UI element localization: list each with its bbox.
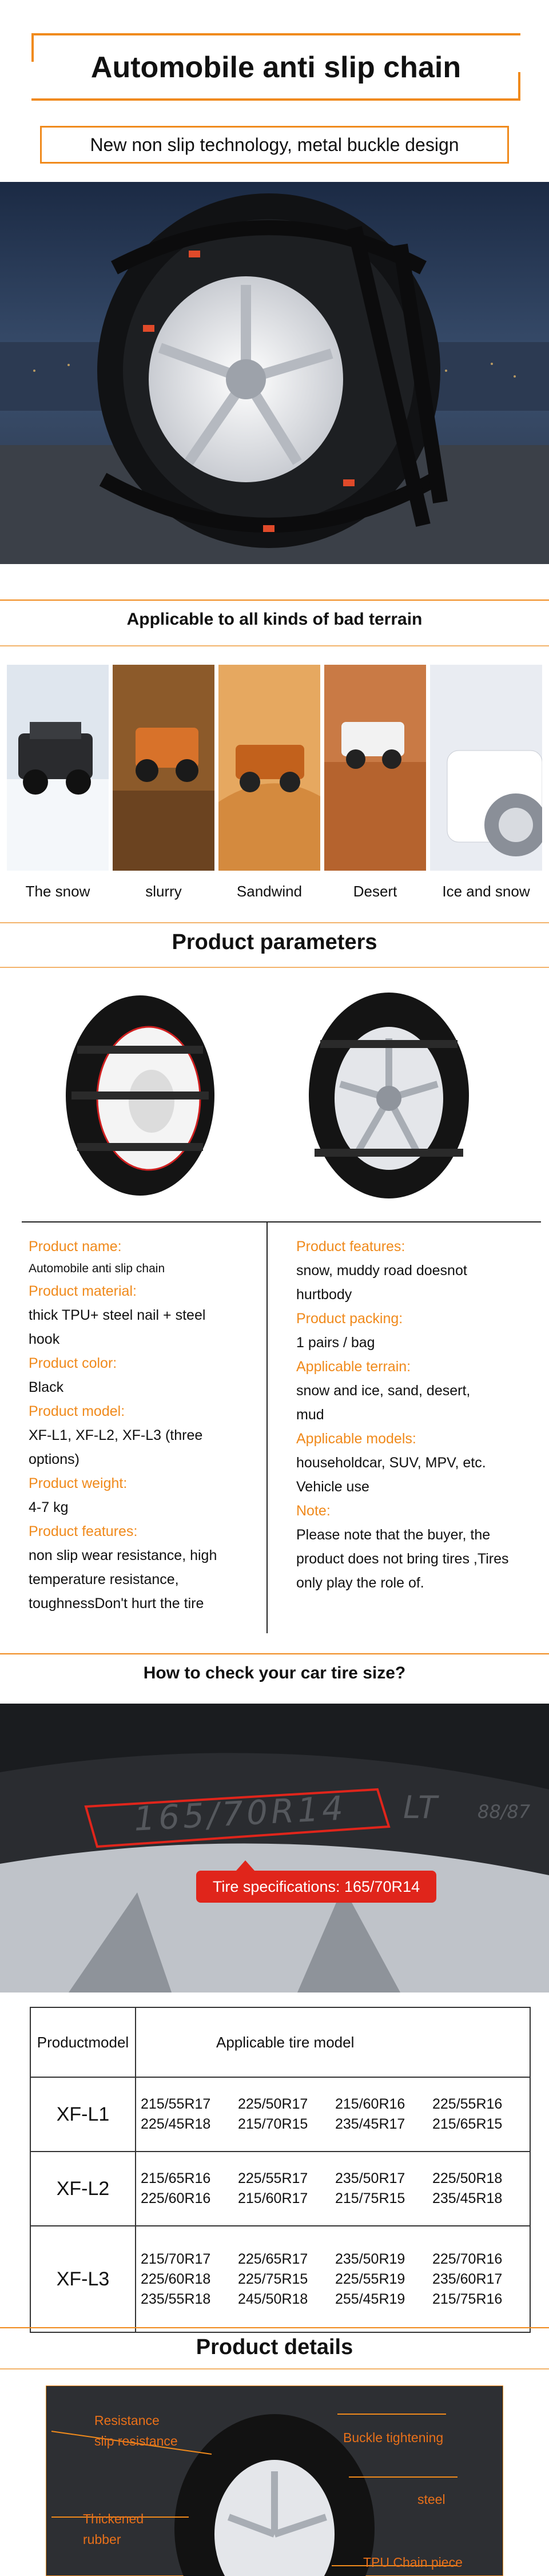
divider bbox=[0, 922, 549, 923]
tire-sidewall-image bbox=[0, 1704, 549, 1992]
param-value: thick TPU+ steel nail + steel hook bbox=[29, 1307, 206, 1347]
tire-size: 215/70R17 bbox=[141, 2250, 211, 2267]
details-title: Product details bbox=[196, 2335, 353, 2359]
param-key: Applicable terrain bbox=[296, 1359, 407, 1375]
param-item: Product color: bbox=[29, 1355, 117, 1371]
param-key: Product color bbox=[29, 1355, 113, 1371]
tire-size: 235/45R18 bbox=[432, 2190, 503, 2206]
table-header-sizes: Applicable tire model bbox=[136, 2007, 530, 2077]
param-key: Note bbox=[296, 1503, 327, 1519]
tire-spec-label: Tire specifications: 165/70R14 bbox=[212, 1878, 420, 1895]
divider bbox=[0, 967, 549, 968]
terrain-title: Applicable to all kinds of bad terrain bbox=[126, 610, 423, 629]
param-item: Product model: bbox=[29, 1403, 125, 1419]
tire-size: 215/65R16 bbox=[141, 2170, 211, 2186]
param-key: Product features bbox=[29, 1523, 134, 1539]
detail-label-steel: steel bbox=[417, 2492, 445, 2507]
tire-size: 225/55R17 bbox=[238, 2170, 308, 2186]
parameters-right bbox=[296, 1235, 536, 1595]
table-cell-model: XF-L1 bbox=[30, 2077, 136, 2152]
tire-size: 215/60R17 bbox=[238, 2190, 308, 2206]
frame-top-bar bbox=[31, 33, 520, 35]
param-value: snow, muddy road doesnot hurtbody bbox=[296, 1263, 467, 1303]
param-value: Please note that the buyer, the product does not bring tires ,Tires only play the role of. bbox=[296, 1527, 509, 1591]
tire-size: 245/50R18 bbox=[238, 2291, 308, 2307]
detail-label-tpu: TPU Chain piece bbox=[363, 2555, 463, 2570]
param-key: Product material bbox=[29, 1283, 133, 1299]
terrain-image-snow bbox=[7, 665, 109, 871]
parameters-left bbox=[29, 1235, 263, 1616]
tire-marking: 165/70R14 bbox=[133, 1788, 348, 1839]
table-cell-model: XF-L3 bbox=[30, 2226, 136, 2332]
terrain-label-sandwind: Sandwind bbox=[236, 883, 303, 900]
param-key: Product name bbox=[29, 1239, 118, 1255]
detail-label-slip: slip resistance bbox=[94, 2434, 178, 2448]
param-item: Applicable terrain: bbox=[296, 1359, 411, 1375]
tire-size: 235/55R18 bbox=[141, 2291, 211, 2307]
tire-size: 225/60R18 bbox=[141, 2271, 211, 2287]
subtitle-box: New non slip technology, metal buckle design bbox=[40, 126, 509, 164]
param-key: Product weight bbox=[29, 1475, 124, 1491]
product-image-chain bbox=[54, 981, 226, 1210]
tire-size: 235/60R17 bbox=[432, 2271, 503, 2287]
tire-size: 215/65R15 bbox=[432, 2116, 503, 2132]
param-item: Applicable models: bbox=[296, 1431, 416, 1447]
detail-label-resistance: Resistance bbox=[94, 2413, 160, 2428]
page-title: Automobile anti slip chain bbox=[90, 51, 462, 84]
column-divider bbox=[266, 1221, 268, 1633]
param-value: snow and ice, sand, desert, mud bbox=[296, 1383, 471, 1423]
frame-bottom-bar bbox=[31, 98, 520, 101]
divider bbox=[0, 645, 549, 646]
param-value: householdcar, SUV, MPV, etc. Vehicle use bbox=[296, 1455, 486, 1495]
tire-suffix: LT bbox=[403, 1789, 437, 1825]
tire-size: 225/50R18 bbox=[432, 2170, 503, 2186]
terrain-label-snow: The snow bbox=[25, 883, 90, 900]
param-item: Product material: bbox=[29, 1283, 137, 1299]
tire-size: 215/75R16 bbox=[432, 2291, 503, 2307]
table-header-model: Productmodel bbox=[30, 2007, 136, 2077]
param-item: Product weight: bbox=[29, 1475, 128, 1491]
product-image-wheel bbox=[297, 981, 480, 1210]
tire-size: 215/70R15 bbox=[238, 2116, 308, 2132]
table-row bbox=[30, 2226, 530, 2332]
divider bbox=[0, 2327, 549, 2328]
param-value: Automobile anti slip chain bbox=[29, 1262, 165, 1275]
detail-label-rubber-1: Thickened bbox=[83, 2511, 144, 2526]
table-row bbox=[30, 2077, 530, 2152]
tire-extra: 88/87 bbox=[478, 1801, 531, 1823]
param-item: Product features: bbox=[29, 1523, 138, 1539]
divider bbox=[0, 600, 549, 601]
tire-size: 225/60R16 bbox=[141, 2190, 211, 2206]
param-value: 1 pairs / bag bbox=[296, 1335, 375, 1351]
divider bbox=[0, 2368, 549, 2369]
tire-size-table bbox=[30, 2007, 531, 2333]
terrain-image-slurry bbox=[113, 665, 214, 871]
table-header-row bbox=[30, 2007, 530, 2077]
terrain-label-ice-snow: Ice and snow bbox=[442, 883, 530, 900]
parameters-title: Product parameters bbox=[172, 930, 377, 954]
tire-size: 255/45R19 bbox=[335, 2291, 405, 2307]
tire-size: 225/55R16 bbox=[432, 2096, 503, 2112]
table-row bbox=[30, 2152, 530, 2226]
param-key: Product packing bbox=[296, 1311, 399, 1327]
tire-size: 225/50R17 bbox=[238, 2096, 308, 2112]
param-item: Note: bbox=[296, 1503, 331, 1519]
param-value: non slip wear resistance, high temperature resistance, toughnessDon't hurt the tire bbox=[29, 1547, 217, 1612]
tire-size: 215/60R16 bbox=[335, 2096, 405, 2112]
terrain-image-ice-snow bbox=[430, 665, 542, 871]
badge-pointer bbox=[236, 1860, 254, 1871]
hero-image bbox=[0, 182, 549, 564]
terrain-label-desert: Desert bbox=[353, 883, 397, 900]
terrain-label-slurry: slurry bbox=[145, 883, 182, 900]
table-cell-model: XF-L2 bbox=[30, 2152, 136, 2226]
divider bbox=[0, 1653, 549, 1654]
param-value: XF-L1, XF-L2, XF-L3 (three options) bbox=[29, 1427, 203, 1467]
tire-size: 235/45R17 bbox=[335, 2116, 405, 2132]
param-value: 4-7 kg bbox=[29, 1499, 69, 1515]
tire-size: 225/65R17 bbox=[238, 2250, 308, 2267]
tire-check-title: How to check your car tire size? bbox=[143, 1664, 406, 1682]
tire-size: 225/70R16 bbox=[432, 2250, 503, 2267]
table-cell-sizes bbox=[136, 2152, 530, 2226]
detail-label-rubber-2: rubber bbox=[83, 2532, 121, 2547]
param-item: Product packing: bbox=[296, 1311, 403, 1327]
tire-spec-badge bbox=[196, 1871, 436, 1903]
product-details-image bbox=[46, 2386, 503, 2576]
param-key: Product model bbox=[29, 1403, 121, 1419]
tire-size: 215/55R17 bbox=[141, 2096, 211, 2112]
tire-size: 235/50R17 bbox=[335, 2170, 405, 2186]
terrain-image-desert bbox=[324, 665, 426, 871]
param-value: Black bbox=[29, 1379, 64, 1395]
table-cell-sizes bbox=[136, 2226, 530, 2332]
tire-size: 225/55R19 bbox=[335, 2271, 405, 2287]
table-cell-sizes bbox=[136, 2077, 530, 2152]
terrain-image-sandwind bbox=[218, 665, 320, 871]
divider bbox=[22, 1221, 541, 1222]
param-item: Product name: bbox=[29, 1239, 122, 1255]
tire-size: 235/50R19 bbox=[335, 2250, 405, 2267]
tire-size: 215/75R15 bbox=[335, 2190, 405, 2206]
tire-size: 225/75R15 bbox=[238, 2271, 308, 2287]
tire-size: 225/45R18 bbox=[141, 2116, 211, 2132]
param-item: Product features: bbox=[296, 1239, 405, 1255]
detail-label-buckle: Buckle tightening bbox=[343, 2430, 444, 2445]
param-key: Product features bbox=[296, 1239, 401, 1255]
param-key: Applicable models bbox=[296, 1431, 412, 1447]
title-frame bbox=[31, 33, 520, 101]
